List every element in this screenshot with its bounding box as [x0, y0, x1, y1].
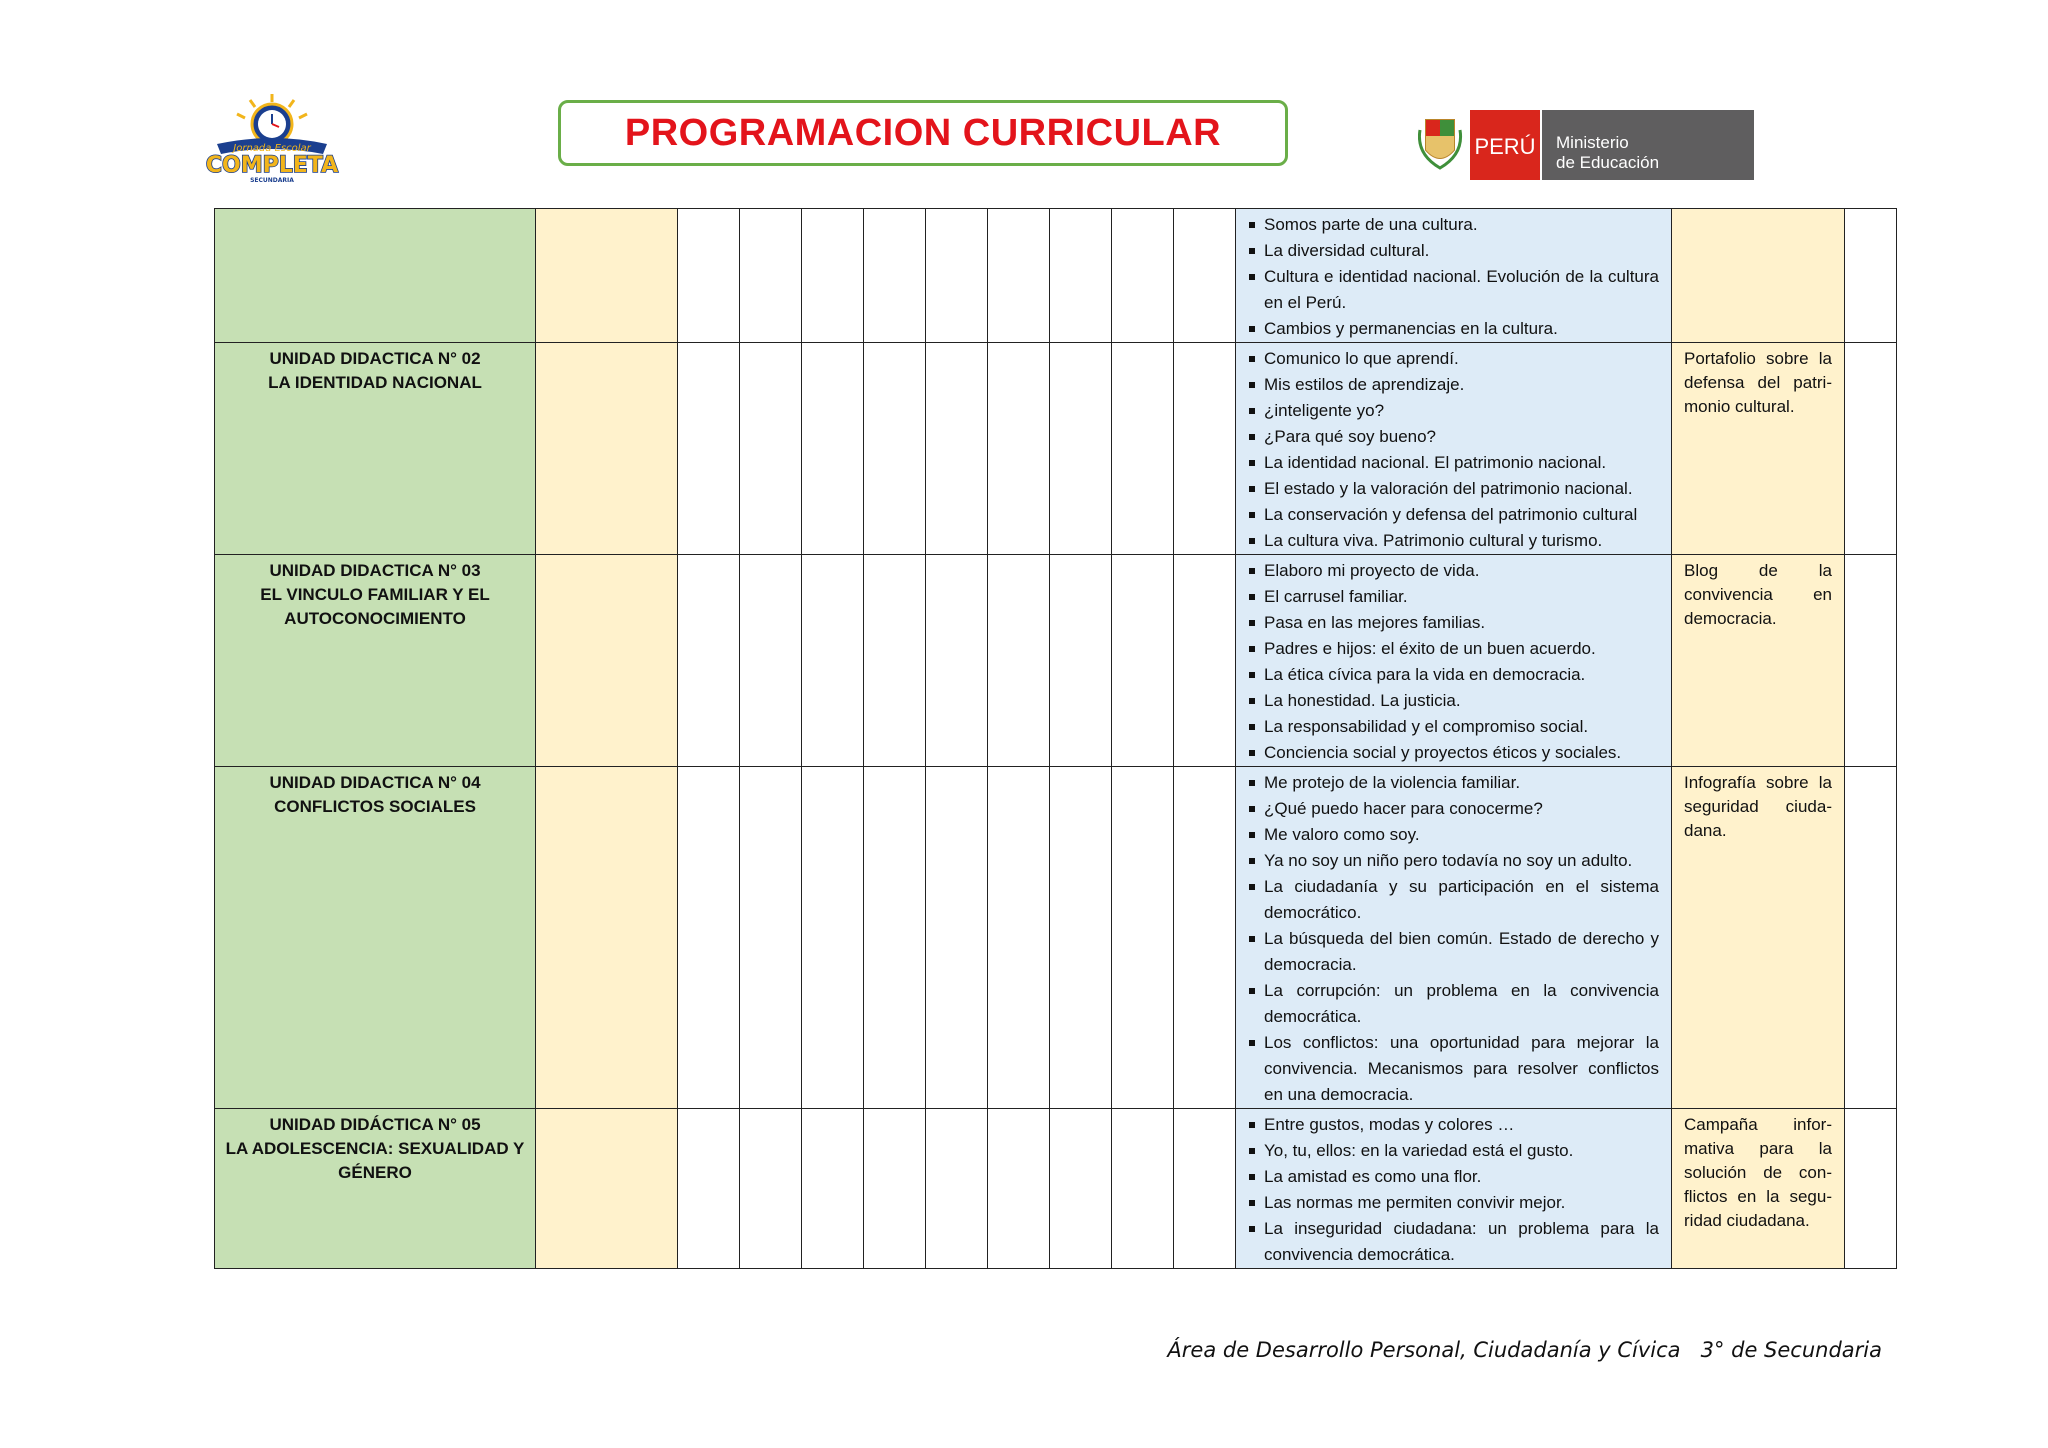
topics-cell [1236, 1109, 1672, 1269]
empty-cell [1174, 1109, 1236, 1269]
table-row [215, 767, 1897, 1109]
empty-cell [678, 767, 740, 1109]
list-item: Ya no soy un niño pero todavía no soy un adulto. [1248, 848, 1659, 874]
empty-cell [988, 555, 1050, 767]
list-item: Me valoro como soy. [1248, 822, 1659, 848]
list-item: Padres e hijos: el éxito de un buen acuerdo. [1248, 636, 1659, 662]
topics-list [1236, 343, 1671, 554]
empty-cell [988, 767, 1050, 1109]
empty-cell [802, 209, 864, 343]
topics-cell [1236, 343, 1672, 555]
unit-title-cell [215, 209, 536, 343]
unit-title-line: GÉNERO [338, 1163, 412, 1182]
empty-cell [740, 555, 802, 767]
svg-text:SECUNDARIA: SECUNDARIA [250, 177, 294, 184]
list-item: La identidad nacional. El patrimonio nacional. [1248, 450, 1659, 476]
list-item: La búsqueda del bien común. Estado de derecho y democracia. [1248, 926, 1659, 978]
list-item: Entre gustos, modas y colores … [1248, 1112, 1659, 1138]
topics-list [1236, 767, 1671, 1108]
topics-cell [1236, 555, 1672, 767]
empty-cell [1112, 1109, 1174, 1269]
empty-cell [1050, 555, 1112, 767]
empty-cell [536, 343, 678, 555]
unit-title-cell [215, 555, 536, 767]
product-cell: Campaña infor-mativa para la solución de con-flictos en la segu-ridad ciudadana. [1672, 1109, 1845, 1269]
page-title: PROGRAMACION CURRICULAR [624, 111, 1222, 154]
empty-cell [988, 209, 1050, 343]
title-box [558, 100, 1288, 166]
list-item: La ciudadanía y su participación en el sistema democrático. [1248, 874, 1659, 926]
topics-cell [1236, 767, 1672, 1109]
unit-title-cell [215, 767, 536, 1109]
empty-cell [1845, 343, 1897, 555]
empty-cell [678, 343, 740, 555]
empty-cell [740, 767, 802, 1109]
product-cell: Blog de la convivencia en democracia. [1672, 555, 1845, 767]
curriculum-table [214, 208, 1897, 1269]
unit-title-line: AUTOCONOCIMIENTO [284, 609, 466, 628]
empty-cell [926, 767, 988, 1109]
empty-cell [536, 1109, 678, 1269]
empty-cell [864, 555, 926, 767]
svg-text:COMPLETA: COMPLETA [205, 153, 339, 178]
product-cell: Portafolio sobre la defensa del patri-monio cultural. [1672, 343, 1845, 555]
svg-text:Jornada Escolar: Jornada Escolar [233, 143, 311, 154]
empty-cell [1050, 209, 1112, 343]
list-item: La ética cívica para la vida en democracia. [1248, 662, 1659, 688]
table-row [215, 1109, 1897, 1269]
list-item: Me protejo de la violencia familiar. [1248, 770, 1659, 796]
empty-cell [1112, 343, 1174, 555]
topics-cell [1236, 209, 1672, 343]
jornada-escolar-completa-logo [205, 92, 340, 184]
list-item: Cambios y permanencias en la cultura. [1248, 316, 1659, 342]
empty-cell [988, 343, 1050, 555]
empty-cell [864, 1109, 926, 1269]
footer-grade: 3° de Secundaria [1700, 1338, 1882, 1362]
list-item: La cultura viva. Patrimonio cultural y turismo. [1248, 528, 1659, 554]
curriculum-table-body [215, 209, 1897, 1269]
empty-cell [802, 555, 864, 767]
unit-title-line: LA ADOLESCENCIA: SEXUALIDAD Y [225, 1139, 525, 1158]
empty-cell [536, 555, 678, 767]
empty-cell [1112, 767, 1174, 1109]
footer-area: Área de Desarrollo Personal, Ciudadanía y Cívica [1167, 1338, 1681, 1362]
table-row [215, 343, 1897, 555]
empty-cell [926, 555, 988, 767]
empty-cell [1845, 767, 1897, 1109]
list-item: Los conflictos: una oportunidad para mejorar la convivencia. Mecanismos para resolver conflictos en una democracia. [1248, 1030, 1659, 1108]
empty-cell [864, 767, 926, 1109]
list-item: Cultura e identidad nacional. Evolución de la cultura en el Perú. [1248, 264, 1659, 316]
empty-cell [678, 555, 740, 767]
list-item: Pasa en las mejores familias. [1248, 610, 1659, 636]
empty-cell [536, 767, 678, 1109]
empty-cell [1174, 343, 1236, 555]
unit-title-cell [215, 1109, 536, 1269]
topics-list [1236, 1109, 1671, 1268]
svg-text:PERÚ: PERÚ [1474, 134, 1536, 159]
empty-cell [1845, 209, 1897, 343]
svg-text:de Educación: de Educación [1556, 153, 1660, 172]
footer [1150, 1338, 1882, 1362]
list-item: Mis estilos de aprendizaje. [1248, 372, 1659, 398]
list-item: La responsabilidad y el compromiso social. [1248, 714, 1659, 740]
unit-title-line: UNIDAD DIDACTICA N° 04 [269, 773, 481, 792]
empty-cell [678, 1109, 740, 1269]
empty-cell [1050, 767, 1112, 1109]
unit-title-line: UNIDAD DIDACTICA N° 02 [269, 349, 481, 368]
topics-list [1236, 209, 1671, 342]
list-item: La diversidad cultural. [1248, 238, 1659, 264]
list-item: Conciencia social y proyectos éticos y sociales. [1248, 740, 1659, 766]
unit-title-cell [215, 343, 536, 555]
empty-cell [802, 343, 864, 555]
empty-cell [1174, 767, 1236, 1109]
list-item: Yo, tu, ellos: en la variedad está el gusto. [1248, 1138, 1659, 1164]
empty-cell [1845, 1109, 1897, 1269]
product-cell [1672, 209, 1845, 343]
unit-title-line: UNIDAD DIDACTICA N° 03 [269, 561, 481, 580]
list-item: Elaboro mi proyecto de vida. [1248, 558, 1659, 584]
empty-cell [1174, 209, 1236, 343]
list-item: El carrusel familiar. [1248, 584, 1659, 610]
unit-title-line: CONFLICTOS SOCIALES [274, 797, 476, 816]
list-item: ¿Qué puedo hacer para conocerme? [1248, 796, 1659, 822]
empty-cell [1174, 555, 1236, 767]
empty-cell [740, 1109, 802, 1269]
empty-cell [1112, 209, 1174, 343]
empty-cell [988, 1109, 1050, 1269]
empty-cell [864, 209, 926, 343]
list-item: Somos parte de una cultura. [1248, 212, 1659, 238]
list-item: La conservación y defensa del patrimonio cultural [1248, 502, 1659, 528]
table-row [215, 209, 1897, 343]
empty-cell [926, 1109, 988, 1269]
empty-cell [678, 209, 740, 343]
empty-cell [1845, 555, 1897, 767]
empty-cell [1112, 555, 1174, 767]
table-row [215, 555, 1897, 767]
empty-cell [740, 209, 802, 343]
empty-cell [536, 209, 678, 343]
list-item: La honestidad. La justicia. [1248, 688, 1659, 714]
list-item: La corrupción: un problema en la convivencia democrática. [1248, 978, 1659, 1030]
empty-cell [802, 767, 864, 1109]
topics-list [1236, 555, 1671, 766]
product-cell: Infografía sobre la seguridad ciuda-dana. [1672, 767, 1845, 1109]
empty-cell [864, 343, 926, 555]
ministerio-educacion-logo [1418, 110, 1754, 180]
list-item: ¿Para qué soy bueno? [1248, 424, 1659, 450]
empty-cell [802, 1109, 864, 1269]
list-item: Las normas me permiten convivir mejor. [1248, 1190, 1659, 1216]
empty-cell [926, 343, 988, 555]
list-item: La amistad es como una flor. [1248, 1164, 1659, 1190]
unit-title-line: UNIDAD DIDÁCTICA N° 05 [269, 1115, 481, 1134]
list-item: La inseguridad ciudadana: un problema para la convivencia democrática. [1248, 1216, 1659, 1268]
empty-cell [926, 209, 988, 343]
list-item: El estado y la valoración del patrimonio nacional. [1248, 476, 1659, 502]
list-item: Comunico lo que aprendí. [1248, 346, 1659, 372]
empty-cell [1050, 343, 1112, 555]
svg-text:Ministerio: Ministerio [1556, 133, 1629, 152]
unit-title-line: EL VINCULO FAMILIAR Y EL [260, 585, 490, 604]
list-item: ¿inteligente yo? [1248, 398, 1659, 424]
peru-coat-of-arms-icon [1419, 120, 1460, 168]
empty-cell [1050, 1109, 1112, 1269]
empty-cell [740, 343, 802, 555]
unit-title-line: LA IDENTIDAD NACIONAL [268, 373, 482, 392]
